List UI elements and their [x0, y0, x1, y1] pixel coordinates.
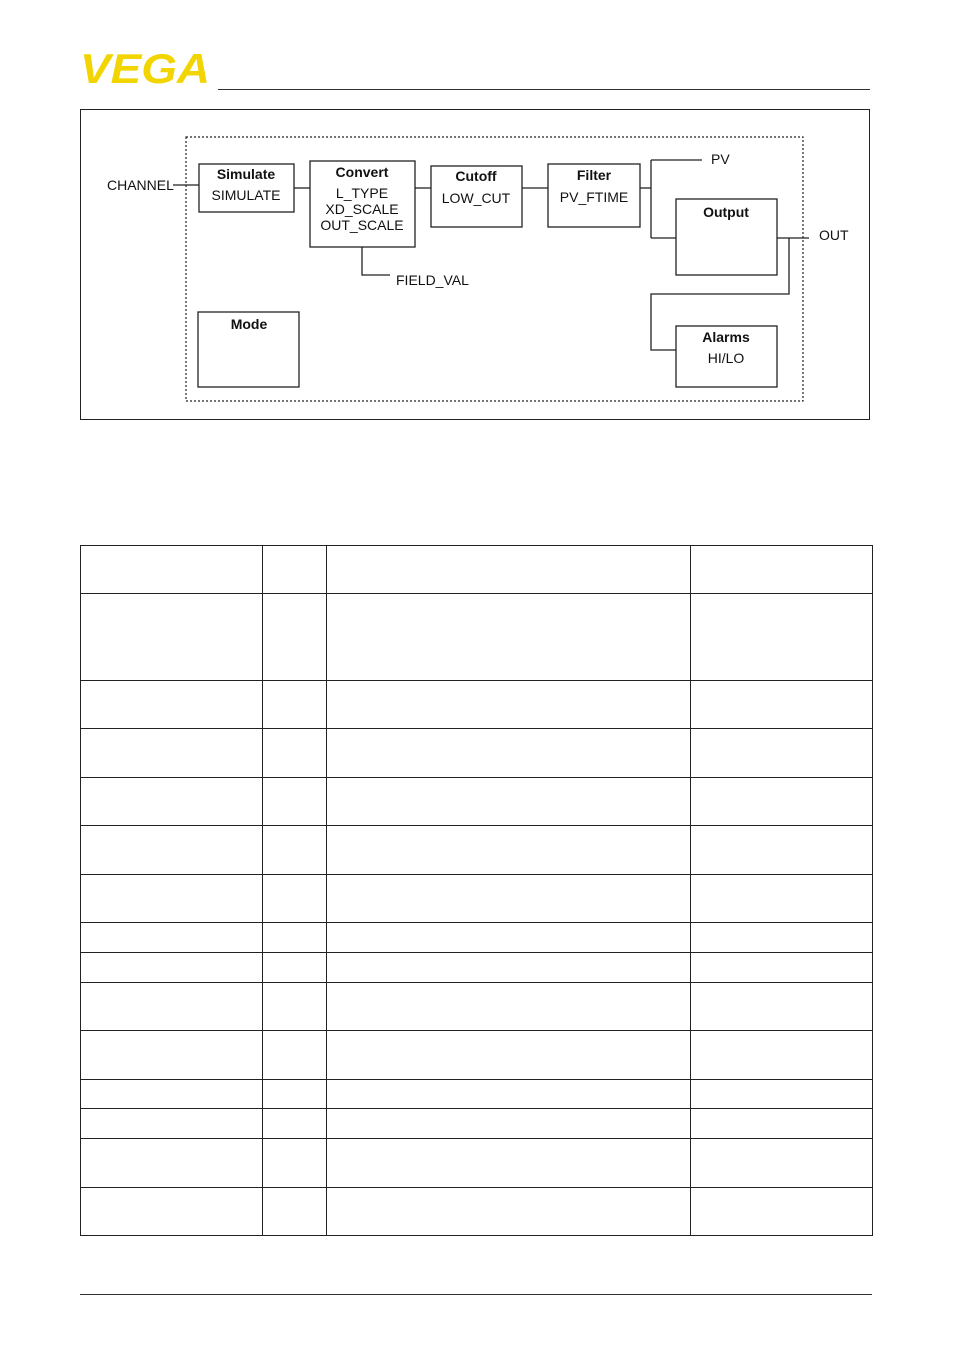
simulate-title: Simulate — [216, 166, 276, 182]
table-row — [81, 953, 873, 983]
table-row — [81, 594, 873, 681]
table-row — [81, 1139, 873, 1188]
cutoff-title: Cutoff — [455, 168, 497, 184]
table-row — [81, 1109, 873, 1139]
table-row — [81, 1188, 873, 1236]
alarms-title: Alarms — [702, 329, 750, 345]
pv-label: PV — [711, 151, 730, 167]
table-row — [81, 778, 873, 826]
table-row — [81, 1080, 873, 1109]
convert-param-out-scale: OUT_SCALE — [320, 217, 404, 233]
output-block — [676, 199, 777, 275]
simulate-param: SIMULATE — [211, 187, 281, 203]
convert-param-l-type: L_TYPE — [335, 185, 389, 201]
alarms-block — [676, 326, 777, 387]
footer-rule — [80, 1294, 872, 1295]
table-row — [81, 729, 873, 778]
table-row — [81, 983, 873, 1031]
alarms-param: HI/LO — [707, 350, 745, 366]
convert-param-xd-scale: XD_SCALE — [325, 201, 399, 217]
cutoff-block — [431, 166, 522, 227]
vega-logo — [80, 50, 212, 86]
header-rule — [218, 89, 870, 90]
filter-block — [548, 164, 640, 227]
field-val-label: FIELD_VAL — [396, 272, 469, 288]
filter-title: Filter — [576, 167, 612, 183]
table-row — [81, 923, 873, 953]
convert-title: Convert — [335, 164, 389, 180]
output-title: Output — [703, 204, 749, 220]
block-diagram — [80, 109, 870, 420]
simulate-block — [199, 164, 294, 212]
mode-title: Mode — [230, 316, 268, 332]
parameter-table — [80, 545, 873, 1236]
table-row — [81, 546, 873, 594]
table-row — [81, 875, 873, 923]
table-row — [81, 1031, 873, 1080]
table-row — [81, 826, 873, 875]
cutoff-param: LOW_CUT — [441, 190, 511, 206]
logo-text: VEGA — [80, 50, 210, 86]
out-label: OUT — [819, 227, 849, 243]
mode-block — [198, 312, 299, 387]
channel-label: CHANNEL — [107, 177, 174, 193]
filter-param: PV_FTIME — [559, 189, 629, 205]
table-row — [81, 681, 873, 729]
convert-block — [310, 161, 415, 247]
diagram-svg — [81, 110, 871, 421]
